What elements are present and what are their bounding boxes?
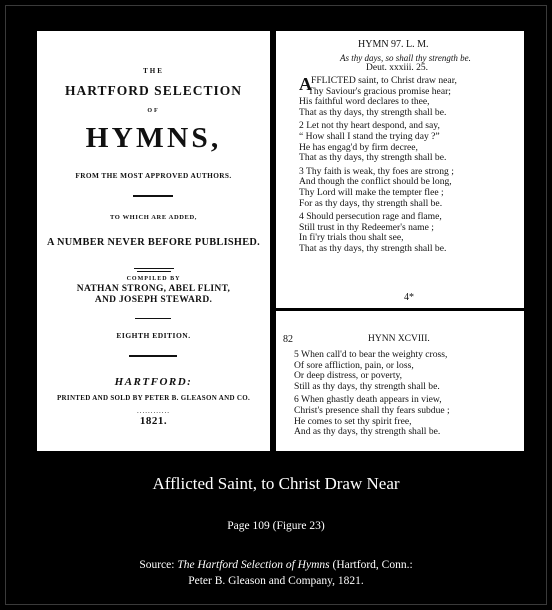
verse-line: Christ's presence shall thy fears subdue ; [294,404,450,416]
verse-line: Thy Saviour's gracious promise hear; [308,85,451,97]
title-year: 1821. [139,415,168,427]
verse-line: 4 Should persecution rage and flame, [299,211,442,223]
title-hymns: HYMNS, [85,123,222,154]
verse-line: 5 When call'd to bear the weighty cross, [294,349,448,360]
title-rule-4 [135,318,171,319]
verse-line: That as thy days, thy strength shall be. [299,242,447,254]
verse-line: That as thy days, thy strength shall be. [299,106,447,118]
verse-line: For as thy days, thy strength shall be. [299,197,443,209]
verse-line: 2 Let not thy heart despond, and say, [299,120,440,132]
verse-line: That as thy days, thy strength shall be. [299,152,447,164]
caption-source-rest: (Hartford, Conn.: [329,559,413,571]
hymn-97-signature: 4* [404,292,414,303]
verse-line: Or deep distress, or poverty, [294,370,403,382]
title-number-never: A NUMBER NEVER BEFORE PUBLISHED. [47,237,260,248]
verse-line: He comes to set thy spirit free, [294,415,412,427]
title-dots: ............ [137,407,170,415]
verse-line: FFLICTED saint, to Christ draw near, [311,75,457,86]
hymn-97-dropcap: A [299,74,312,94]
verse-line: In fi'ry trials thou shalt see, [299,232,404,244]
title-place: HARTFORD: [114,376,193,388]
title-ornament-rule-2 [129,355,177,357]
verse-line: He has engag'd by firm decree, [299,141,418,153]
title-compilers-2: AND JOSEPH STEWARD. [94,295,213,305]
verse-line: Still as thy days, thy strength shall be. [294,380,440,392]
verse-line: Thy Lord will make the tempter flee ; [299,186,444,198]
caption-source-line-1 [0,559,552,571]
hymn-97-epigraph: As thy days, so shall thy strength be. [340,53,471,63]
verse-line: Still trust in thy Redeemer's name ; [299,221,434,233]
title-compiled-by: COMPILED BY [126,276,181,282]
verse-line: His faithful word declares to thee, [299,96,430,108]
hymn-97-reference: Deut. xxxiii. 25. [366,63,429,73]
hymn-97-verses [299,76,457,255]
title-rule-3 [137,271,171,272]
title-compilers-1: NATHAN STRONG, ABEL FLINT, [76,284,231,294]
hymn-97-heading: HYMN 97. L. M. [358,39,429,50]
hymn-98-page-number: 82 [283,334,293,345]
title-line-hartford-selection: HARTFORD SELECTION [65,83,242,98]
hymn-97-scan [276,31,524,308]
title-printer: PRINTED AND SOLD BY PETER B. GLEASON AND CO. [56,394,251,402]
title-ornament-rule [133,195,173,197]
hymn-98-scan [276,311,524,451]
caption-page: Page 109 (Figure 23) [227,520,325,532]
title-from-authors: FROM THE MOST APPROVED AUTHORS. [75,171,232,180]
title-added: TO WHICH ARE ADDED, [109,214,197,221]
caption-source-label: Source: [139,559,178,571]
verse-line: “ How shall I stand the trying day ?” [299,130,440,142]
hymn-98-verses [294,350,450,438]
caption-title: Afflicted Saint, to Christ Draw Near [152,474,400,493]
title-of: OF [147,108,160,114]
verse-line: Of sore affliction, pain, or loss, [294,359,414,371]
caption-source-line-2: Peter B. Gleason and Company, 1821. [188,575,364,587]
title-page-scan [37,31,270,451]
verse-line: And though the conflict should be long, [299,176,452,188]
hymn-98-heading: HYNN XCVIII. [368,334,430,344]
verse-line: 3 Thy faith is weak, thy foes are strong ; [299,165,454,177]
caption-source-title: The Hartford Selection of Hymns [177,559,330,571]
title-the: THE [143,67,164,75]
verse-line: 6 When ghastly death appears in view, [294,394,442,406]
verse-line: And as thy days, thy strength shall be. [294,426,441,438]
title-edition: EIGHTH EDITION. [116,331,191,340]
title-rule-2 [134,268,174,269]
